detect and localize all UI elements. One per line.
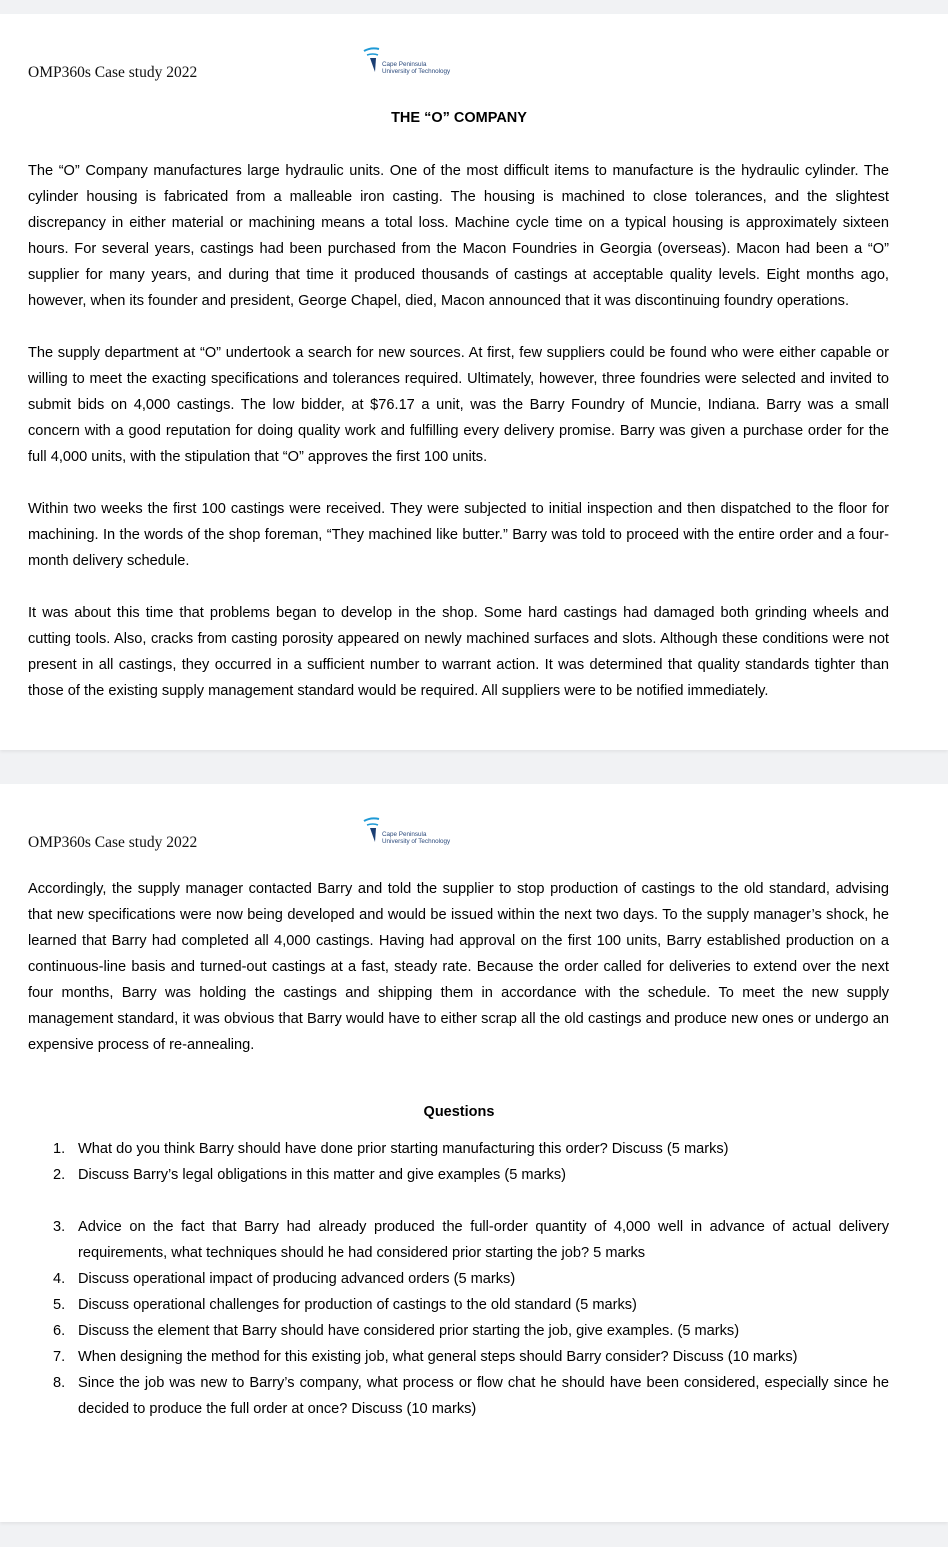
question-item: 5. Discuss operational challenges for production of castings to the old standard (5 marks) bbox=[53, 1297, 637, 1313]
page-header-course: OMP360s Case study 2022 bbox=[28, 64, 198, 81]
paragraph-2: The supply department at “O” undertook a search for new sources. At first, few suppliers could be found who were either capable or willing to meet the exacting specifications and tolerances required. Ultimately, however, three foundries were selected and invited to submit bids on 4,000 castings. The low bidder, at $76.17 a unit, was the Barry Foundry of Muncie, Indiana. Barry was a small concern with a good reputation for doing quality work and fulfilling every delivery promise. Barry was given a purchase order for the full 4,000 units, with the stipulation that “O” approves the first 100 units. bbox=[28, 345, 889, 465]
question-item: 3. Advice on the fact that Barry had already produced the full-order quantity of 4,000 well in advance of actual delivery requirements, what techniques should he had considered prior starting the job? 5 marks bbox=[53, 1219, 889, 1261]
questions-heading: Questions bbox=[423, 1104, 495, 1120]
questions-list bbox=[53, 1136, 889, 1422]
logo-text-line1: Cape Peninsula bbox=[382, 831, 427, 838]
document-page-1 bbox=[0, 14, 948, 750]
logo-text-line2: University of Technology bbox=[382, 838, 451, 845]
logo-text-line2: University of Technology bbox=[382, 68, 451, 75]
question-item: 7. When designing the method for this existing job, what general steps should Barry consider? Discuss (10 marks) bbox=[53, 1349, 798, 1365]
question-item: 4. Discuss operational impact of producing advanced orders (5 marks) bbox=[53, 1271, 516, 1287]
paragraph-3: Within two weeks the first 100 castings were received. They were subjected to initial inspection and then dispatched to the floor for machining. In the words of the shop foreman, “They machined like butter.” Barry was told to proceed with the entire order and a four-month delivery schedule. bbox=[28, 501, 889, 569]
logo-text-line1: Cape Peninsula bbox=[382, 61, 427, 68]
case-title: THE “O” COMPANY bbox=[391, 110, 527, 126]
question-item: 2. Discuss Barry’s legal obligations in this matter and give examples (5 marks) bbox=[53, 1167, 567, 1183]
page-header-course: OMP360s Case study 2022 bbox=[28, 834, 198, 851]
question-item: 8. Since the job was new to Barry’s company, what process or flow chat he should have been considered, especially since he decided to produce the full order at once? Discuss (10 marks) bbox=[53, 1375, 889, 1417]
university-logo bbox=[362, 816, 482, 850]
cput-logo-icon bbox=[362, 46, 382, 76]
paragraph-1: The “O” Company manufactures large hydraulic units. One of the most difficult items to manufacture is the hydraulic cylinder. The cylinder housing is fabricated from a malleable iron casting. The housing is machined to close tolerances, and the slightest discrepancy in either material or machining means a total loss. Machine cycle time on a typical housing is approximately sixteen hours. For several years, castings had been purchased from the Macon Foundries in Georgia (overseas). Macon had been a “O” supplier for many years, and during that time it produced thousands of castings at acceptable quality levels. Eight months ago, however, when its founder and president, George Chapel, died, Macon announced that it was discontinuing foundry operations. bbox=[28, 163, 889, 309]
paragraph-4: It was about this time that problems began to develop in the shop. Some hard castings had damaged both grinding wheels and cutting tools. Also, cracks from casting porosity appeared on newly machined surfaces and slots. Although these conditions were not present in all castings, they occurred in a sufficient number to warrant action. It was determined that quality standards tighter than those of the existing supply management standard would be required. All suppliers were to be notified immediately. bbox=[28, 605, 889, 699]
question-item: 1. What do you think Barry should have done prior starting manufacturing this order? Discuss (5 marks) bbox=[53, 1141, 729, 1157]
question-item: 6. Discuss the element that Barry should have considered prior starting the job, give examples. (5 marks) bbox=[53, 1323, 740, 1339]
paragraph-5: Accordingly, the supply manager contacted Barry and told the supplier to stop production of castings to the old standard, advising that new specifications were now being developed and would be issued within the next two days. To the supply manager’s shock, he learned that Barry had completed all 4,000 castings. Having had approval on the first 100 units, Barry established production on a continuous-line basis and turned-out castings at a fast, steady rate. Because the order called for deliveries to extend over the next four months, Barry was holding the castings and shipping them in accordance with the schedule. To meet the new supply management standard, it was obvious that Barry would have to either scrap all the old castings and produce new ones or undergo an expensive process of re-annealing. bbox=[28, 881, 889, 1053]
document-page-2 bbox=[0, 784, 948, 1522]
university-logo bbox=[362, 46, 482, 80]
cput-logo-icon bbox=[362, 816, 382, 846]
